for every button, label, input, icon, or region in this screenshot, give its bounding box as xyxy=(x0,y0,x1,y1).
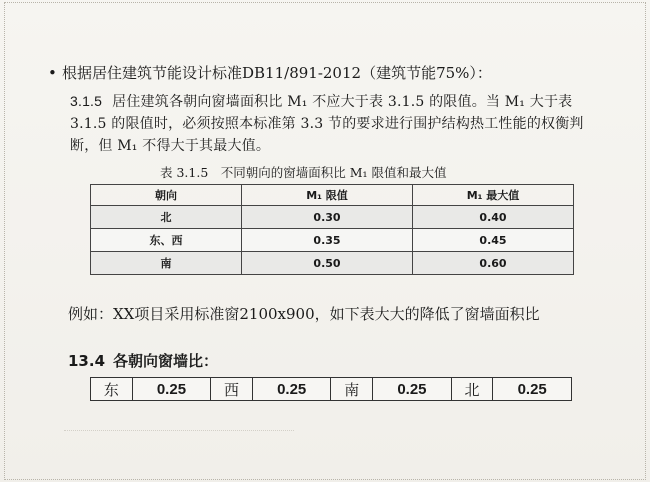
ratio-label-east: 东 xyxy=(91,378,133,401)
ratio-value-west: 0.25 xyxy=(252,378,331,401)
orientation-cell: 北 xyxy=(91,206,242,229)
clause-text: 居住建筑各朝向窗墙面积比 M₁ 不应大于表 3.1.5 的限值。当 M₁ 大于表 3.1.5 的限值时，必须按照本标准第 3.3 节的要求进行围护结构热工性能的权衡判断，但 M₁ 不得大于其最大值。 xyxy=(70,94,584,154)
section-number: 13.4 xyxy=(68,352,106,370)
limit-cell: 0.30 xyxy=(242,206,413,229)
ratio-label-north: 北 xyxy=(451,378,493,401)
maximum-cell: 0.60 xyxy=(413,252,574,275)
intro-text: 根据居住建筑节能设计标准DB11/891-2012（建筑节能75%）： xyxy=(62,64,492,82)
frame-border-bottom xyxy=(4,479,646,480)
orientation-cell: 南 xyxy=(91,252,242,275)
window-wall-ratio-table xyxy=(90,377,572,401)
frame-border-left xyxy=(4,2,5,480)
intro-bullet xyxy=(48,62,492,83)
table-row xyxy=(91,229,574,252)
table-row xyxy=(91,206,574,229)
bullet-dot-icon: • xyxy=(48,64,57,82)
limit-cell: 0.50 xyxy=(242,252,413,275)
ratio-label-south: 南 xyxy=(331,378,373,401)
section-heading xyxy=(68,350,218,371)
orientation-cell: 东、西 xyxy=(91,229,242,252)
standard-table-header-row xyxy=(91,185,574,206)
table-row xyxy=(91,252,574,275)
example-paragraph: 例如：XX项目采用标准窗2100x900，如下表大大的降低了窗墙面积比 xyxy=(68,305,540,323)
limit-cell: 0.35 xyxy=(242,229,413,252)
header-maximum: M₁ 最大值 xyxy=(413,185,574,206)
faint-divider xyxy=(64,430,294,431)
section-title: 各朝向窗墙比： xyxy=(113,352,219,370)
maximum-cell: 0.45 xyxy=(413,229,574,252)
clause-number: 3.1.5 xyxy=(70,93,103,109)
frame-border-top xyxy=(4,2,646,3)
header-limit: M₁ 限值 xyxy=(242,185,413,206)
clause-paragraph xyxy=(70,90,590,157)
header-orientation: 朝向 xyxy=(91,185,242,206)
ratio-label-west: 西 xyxy=(211,378,253,401)
ratio-value-south: 0.25 xyxy=(373,378,452,401)
standard-table xyxy=(90,184,574,275)
maximum-cell: 0.40 xyxy=(413,206,574,229)
ratio-value-north: 0.25 xyxy=(493,378,572,401)
standard-table-caption: 表 3.1.5 不同朝向的窗墙面积比 M₁ 限值和最大值 xyxy=(160,165,447,180)
ratio-value-east: 0.25 xyxy=(132,378,211,401)
frame-border-right xyxy=(645,2,646,480)
table-row xyxy=(91,378,572,401)
